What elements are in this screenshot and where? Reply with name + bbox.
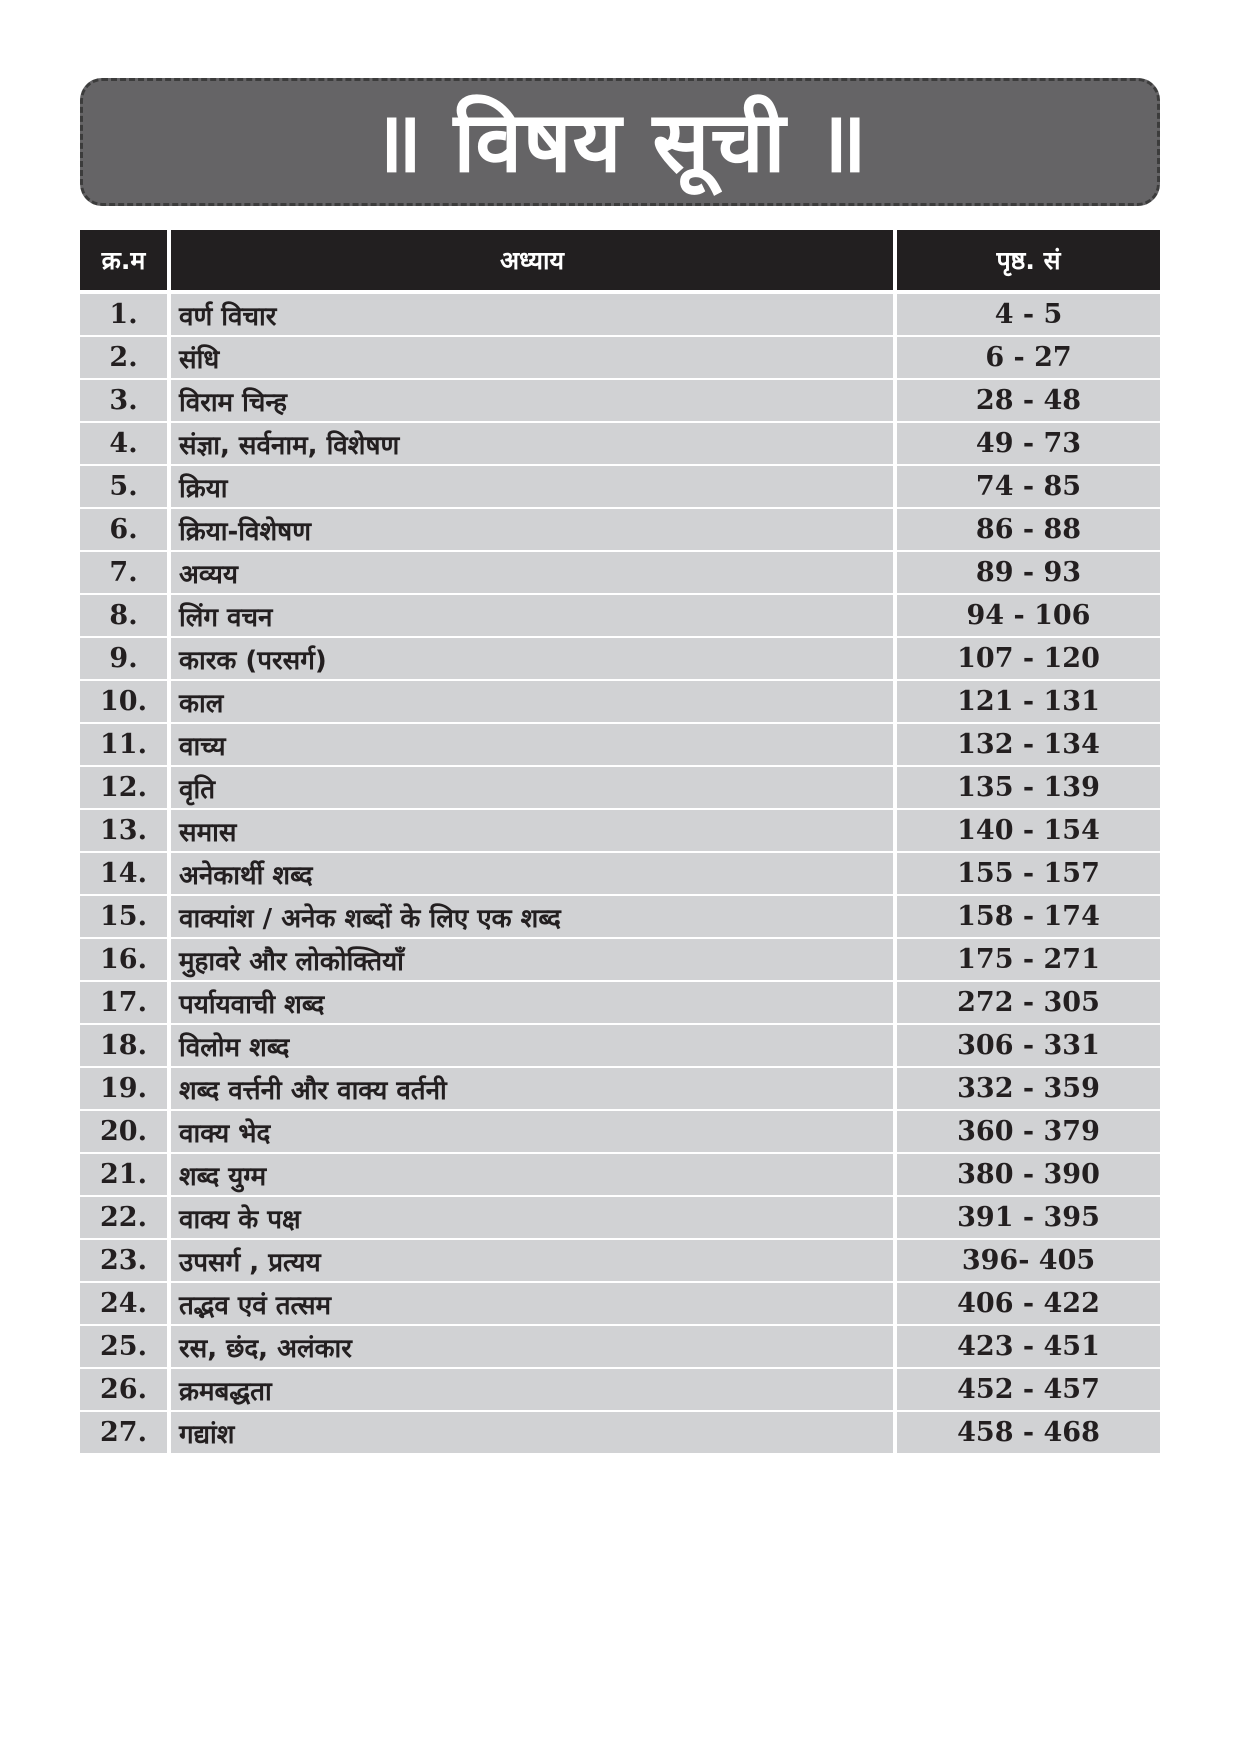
row-chapter-title: क्रिया [171, 466, 893, 507]
row-page-range: 28 - 48 [897, 380, 1160, 421]
row-page-range: 458 - 468 [897, 1412, 1160, 1453]
title-banner [80, 78, 1160, 206]
row-serial-number: 27. [80, 1412, 167, 1453]
row-chapter-title: उपसर्ग , प्रत्यय [171, 1240, 893, 1281]
row-chapter-title: वृति [171, 767, 893, 808]
row-page-range: 175 - 271 [897, 939, 1160, 980]
row-serial-number: 5. [80, 466, 167, 507]
row-page-range: 452 - 457 [897, 1369, 1160, 1410]
row-page-range: 391 - 395 [897, 1197, 1160, 1238]
row-chapter-title: वर्ण विचार [171, 294, 893, 335]
row-serial-number: 16. [80, 939, 167, 980]
header-chapter: अध्याय [171, 230, 893, 290]
row-chapter-title: शब्द वर्त्तनी और वाक्य वर्तनी [171, 1068, 893, 1109]
row-chapter-title: संज्ञा, सर्वनाम, विशेषण [171, 423, 893, 464]
row-chapter-title: तद्भव एवं तत्सम [171, 1283, 893, 1324]
row-chapter-title: विराम चिन्ह [171, 380, 893, 421]
row-chapter-title: वाक्य के पक्ष [171, 1197, 893, 1238]
row-serial-number: 6. [80, 509, 167, 550]
row-page-range: 360 - 379 [897, 1111, 1160, 1152]
row-chapter-title: शब्द युग्म [171, 1154, 893, 1195]
table-of-contents [80, 230, 1160, 1455]
row-serial-number: 14. [80, 853, 167, 894]
row-page-range: 86 - 88 [897, 509, 1160, 550]
row-page-range: 135 - 139 [897, 767, 1160, 808]
row-page-range: 306 - 331 [897, 1025, 1160, 1066]
row-page-range: 332 - 359 [897, 1068, 1160, 1109]
row-serial-number: 10. [80, 681, 167, 722]
row-serial-number: 15. [80, 896, 167, 937]
row-serial-number: 1. [80, 294, 167, 335]
row-serial-number: 26. [80, 1369, 167, 1410]
row-page-range: 272 - 305 [897, 982, 1160, 1023]
row-chapter-title: अनेकार्थी शब्द [171, 853, 893, 894]
row-chapter-title: लिंग वचन [171, 595, 893, 636]
row-chapter-title: क्रिया-विशेषण [171, 509, 893, 550]
row-page-range: 6 - 27 [897, 337, 1160, 378]
row-serial-number: 18. [80, 1025, 167, 1066]
row-page-range: 155 - 157 [897, 853, 1160, 894]
page-title: ॥ विषय सूची ॥ [372, 93, 868, 191]
row-chapter-title: वाच्य [171, 724, 893, 765]
row-page-range: 158 - 174 [897, 896, 1160, 937]
row-chapter-title: क्रमबद्धता [171, 1369, 893, 1410]
row-page-range: 89 - 93 [897, 552, 1160, 593]
row-chapter-title: मुहावरे और लोकोक्तियाँ [171, 939, 893, 980]
header-serial-number: क्र.म [80, 230, 167, 290]
row-chapter-title: गद्यांश [171, 1412, 893, 1453]
row-serial-number: 11. [80, 724, 167, 765]
row-serial-number: 4. [80, 423, 167, 464]
row-serial-number: 22. [80, 1197, 167, 1238]
row-page-range: 140 - 154 [897, 810, 1160, 851]
row-chapter-title: समास [171, 810, 893, 851]
row-serial-number: 21. [80, 1154, 167, 1195]
row-chapter-title: रस, छंद, अलंकार [171, 1326, 893, 1367]
row-serial-number: 8. [80, 595, 167, 636]
row-serial-number: 23. [80, 1240, 167, 1281]
row-serial-number: 2. [80, 337, 167, 378]
row-serial-number: 9. [80, 638, 167, 679]
row-page-range: 121 - 131 [897, 681, 1160, 722]
row-page-range: 380 - 390 [897, 1154, 1160, 1195]
row-chapter-title: काल [171, 681, 893, 722]
row-page-range: 396- 405 [897, 1240, 1160, 1281]
row-chapter-title: संधि [171, 337, 893, 378]
row-serial-number: 13. [80, 810, 167, 851]
row-serial-number: 7. [80, 552, 167, 593]
row-chapter-title: कारक (परसर्ग) [171, 638, 893, 679]
row-serial-number: 17. [80, 982, 167, 1023]
row-chapter-title: वाक्यांश / अनेक शब्दों के लिए एक शब्द [171, 896, 893, 937]
row-chapter-title: वाक्य भेद [171, 1111, 893, 1152]
row-page-range: 4 - 5 [897, 294, 1160, 335]
row-serial-number: 24. [80, 1283, 167, 1324]
row-page-range: 49 - 73 [897, 423, 1160, 464]
row-serial-number: 20. [80, 1111, 167, 1152]
row-chapter-title: अव्यय [171, 552, 893, 593]
row-page-range: 74 - 85 [897, 466, 1160, 507]
row-page-range: 423 - 451 [897, 1326, 1160, 1367]
row-serial-number: 12. [80, 767, 167, 808]
row-serial-number: 19. [80, 1068, 167, 1109]
row-page-range: 132 - 134 [897, 724, 1160, 765]
row-page-range: 107 - 120 [897, 638, 1160, 679]
row-page-range: 406 - 422 [897, 1283, 1160, 1324]
row-page-range: 94 - 106 [897, 595, 1160, 636]
header-page-number: पृष्ठ. सं [897, 230, 1160, 290]
row-serial-number: 3. [80, 380, 167, 421]
row-serial-number: 25. [80, 1326, 167, 1367]
row-chapter-title: पर्यायवाची शब्द [171, 982, 893, 1023]
row-chapter-title: विलोम शब्द [171, 1025, 893, 1066]
